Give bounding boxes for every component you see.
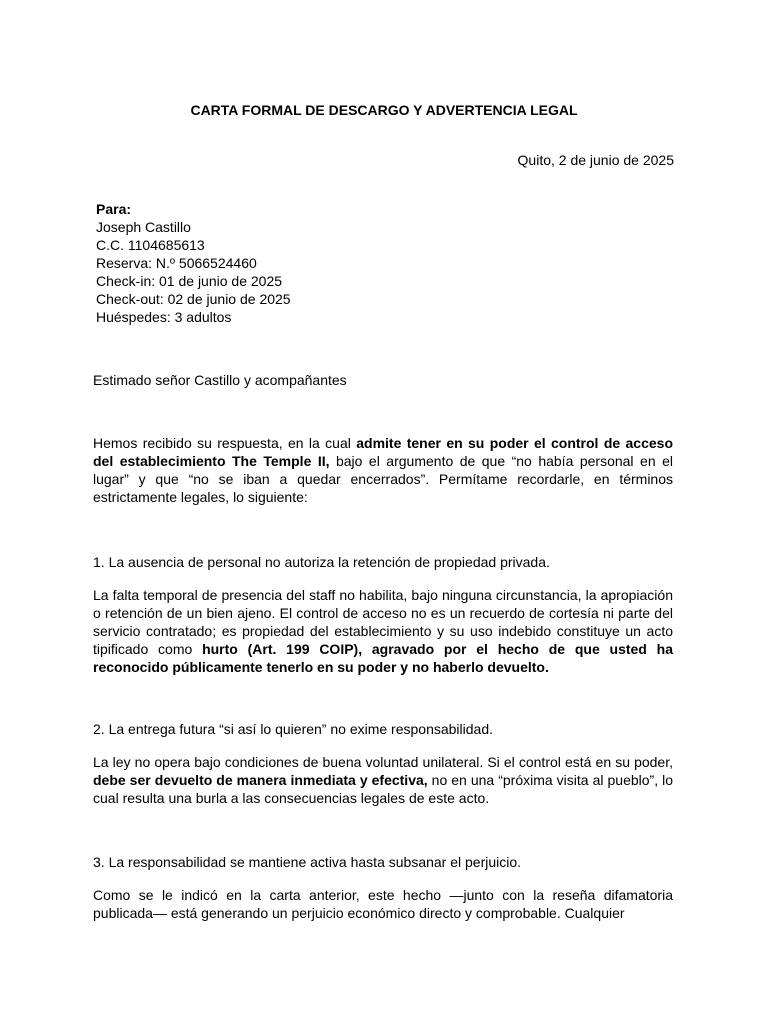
point1-bold-1: hurto (Art. 199 COIP), agravado por el hecho de que usted ha reconocido públicamente tenerlo en su poder y no haberlo devuelto. (93, 641, 673, 675)
guest-count: Huéspedes: 3 adultos (96, 309, 232, 325)
point1-text-1: La falta temporal de presencia del staff no habilita, bajo ninguna circunstancia, la apropiación o retención de un bien ajeno. El control de acceso no es un recuerdo de cortesía ni parte del servicio contratado; es propiedad del establecimiento y su uso indebido constituye un acto tipificado como (93, 587, 673, 657)
recipient-label: Para: (96, 201, 132, 217)
intro-text-1: Hemos recibido su respuesta, en la cual (93, 435, 357, 451)
point1-paragraph (93, 586, 673, 676)
point3-text-1: Como se le indicó en la carta anterior, este hecho —junto con la reseña difamatoria publicada— está generando un perjuicio económico directo y comprobable. Cualquier (93, 887, 673, 921)
point2-text-2: no en una “próxima visita al pueblo”, lo cual resulta una burla a las consecuencias legales de este acto. (93, 772, 674, 806)
recipient-name: Joseph Castillo (96, 219, 191, 235)
intro-text-2: bajo el argumento de que “no había personal en el lugar” y que “no se iban a quedar encerrados”. Permítame recordarle, en términos estrictamente legales, lo siguiente: (93, 453, 673, 505)
point2-paragraph (93, 753, 673, 807)
point3-heading: 3. La responsabilidad se mantiene activa hasta subsanar el perjuicio. (93, 854, 522, 870)
point2-heading: 2. La entrega futura “si así lo quieren” no exime responsabilidad. (93, 721, 494, 737)
checkin-date: Check-in: 01 de junio de 2025 (96, 273, 283, 289)
checkout-date: Check-out: 02 de junio de 2025 (96, 291, 291, 307)
intro-paragraph (93, 434, 673, 506)
recipient-block (96, 200, 291, 326)
date-line: Quito, 2 de junio de 2025 (517, 152, 674, 168)
recipient-id: C.C. 1104685613 (96, 237, 205, 253)
reservation-number: Reserva: N.º 5066524460 (96, 255, 257, 271)
greeting: Estimado señor Castillo y acompañantes (93, 372, 347, 388)
point1-heading: 1. La ausencia de personal no autoriza la retención de propiedad privada. (93, 554, 550, 570)
intro-bold-1: admite tener en su poder el control de acceso del establecimiento The Temple II, (93, 435, 673, 469)
point2-bold-1: debe ser devuelto de manera inmediata y efectiva, (93, 772, 428, 788)
point3-paragraph (93, 886, 673, 922)
letter-title: CARTA FORMAL DE DESCARGO Y ADVERTENCIA LEGAL (190, 102, 578, 118)
point2-text-1: La ley no opera bajo condiciones de buena voluntad unilateral. Si el control está en su poder, (93, 754, 673, 770)
